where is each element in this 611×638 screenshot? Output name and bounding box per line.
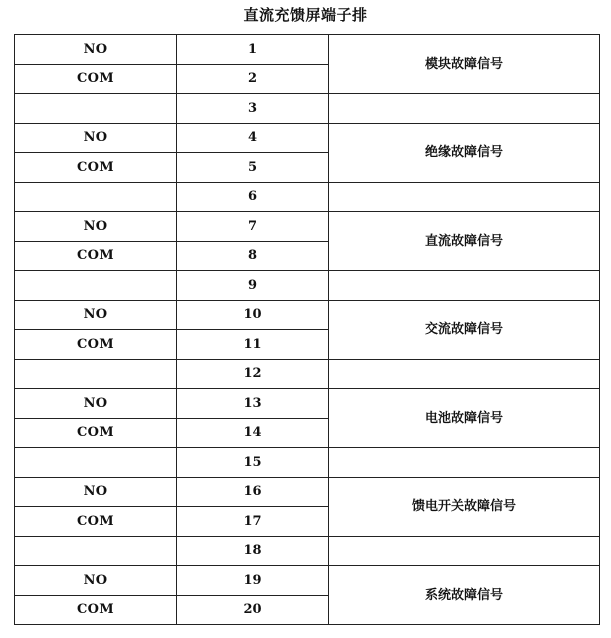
empty-cell: [329, 271, 600, 301]
contact-type-cell: COM: [15, 595, 177, 625]
terminal-number-cell: 14: [177, 418, 329, 448]
signal-name-cell: 馈电开关故障信号: [329, 477, 600, 536]
signal-name-cell: 交流故障信号: [329, 300, 600, 359]
terminal-number-cell: 5: [177, 153, 329, 183]
terminal-number-cell: 7: [177, 212, 329, 242]
terminal-number-cell: 6: [177, 182, 329, 212]
terminal-number-cell: 16: [177, 477, 329, 507]
contact-type-cell: NO: [15, 477, 177, 507]
contact-type-cell: NO: [15, 389, 177, 419]
empty-cell: [329, 536, 600, 566]
contact-type-cell: COM: [15, 330, 177, 360]
signal-name-cell: 系统故障信号: [329, 566, 600, 625]
terminal-number-cell: 8: [177, 241, 329, 271]
contact-type-cell: NO: [15, 123, 177, 153]
page-title: 直流充馈屏端子排: [243, 6, 368, 24]
contact-type-cell: NO: [15, 212, 177, 242]
terminal-number-cell: 19: [177, 566, 329, 596]
empty-cell: [329, 448, 600, 478]
table-row: [15, 477, 600, 507]
table-row: [15, 389, 600, 419]
empty-cell: [15, 359, 177, 389]
contact-type-cell: NO: [15, 35, 177, 65]
terminal-number-cell: 9: [177, 271, 329, 301]
contact-type-cell: COM: [15, 418, 177, 448]
table-row-spare: [15, 536, 600, 566]
table-row-spare: [15, 271, 600, 301]
table-row: [15, 300, 600, 330]
terminal-number-cell: 20: [177, 595, 329, 625]
terminal-number-cell: 17: [177, 507, 329, 537]
signal-name-cell: 模块故障信号: [329, 35, 600, 94]
signal-name-cell: 直流故障信号: [329, 212, 600, 271]
empty-cell: [15, 94, 177, 124]
empty-cell: [329, 182, 600, 212]
table-row-spare: [15, 182, 600, 212]
empty-cell: [15, 536, 177, 566]
signal-name-cell: 绝缘故障信号: [329, 123, 600, 182]
terminal-number-cell: 2: [177, 64, 329, 94]
terminal-number-cell: 12: [177, 359, 329, 389]
empty-cell: [15, 271, 177, 301]
empty-cell: [15, 182, 177, 212]
empty-cell: [329, 359, 600, 389]
terminal-number-cell: 15: [177, 448, 329, 478]
terminal-number-cell: 10: [177, 300, 329, 330]
contact-type-cell: NO: [15, 300, 177, 330]
terminal-number-cell: 18: [177, 536, 329, 566]
contact-type-cell: COM: [15, 241, 177, 271]
table-row: [15, 566, 600, 596]
empty-cell: [15, 448, 177, 478]
terminal-table: [14, 34, 600, 625]
terminal-number-cell: 4: [177, 123, 329, 153]
table-row-spare: [15, 448, 600, 478]
terminal-number-cell: 3: [177, 94, 329, 124]
table-row: [15, 212, 600, 242]
contact-type-cell: COM: [15, 507, 177, 537]
signal-name-cell: 电池故障信号: [329, 389, 600, 448]
table-row-spare: [15, 359, 600, 389]
terminal-number-cell: 11: [177, 330, 329, 360]
table-row-spare: [15, 94, 600, 124]
contact-type-cell: COM: [15, 153, 177, 183]
empty-cell: [329, 94, 600, 124]
terminal-number-cell: 1: [177, 35, 329, 65]
table-row: [15, 123, 600, 153]
contact-type-cell: COM: [15, 64, 177, 94]
terminal-number-cell: 13: [177, 389, 329, 419]
table-row: [15, 35, 600, 65]
contact-type-cell: NO: [15, 566, 177, 596]
